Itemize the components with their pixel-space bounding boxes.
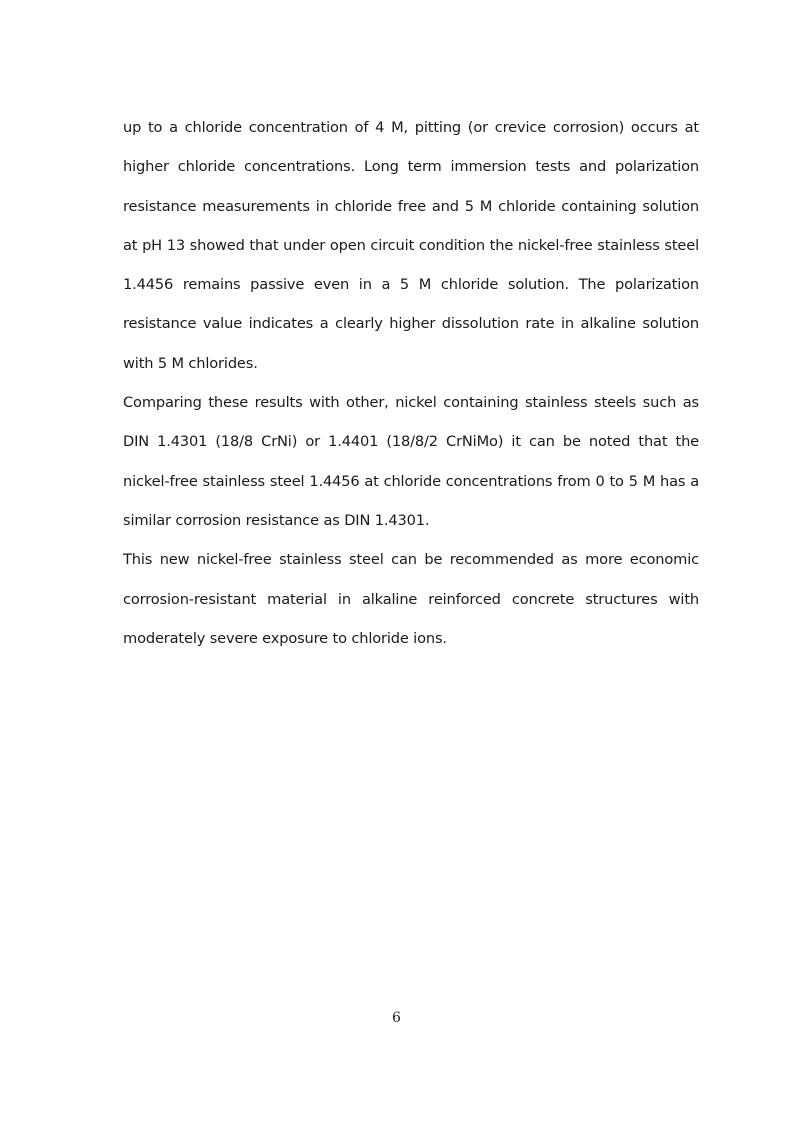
paragraph: Comparing these results with other, nickel containing stainless steels such as DIN 1.4301 (18/8 CrNi) or 1.4401 (18/8/2 CrNiMo) it can be noted that the nickel-free stainless steel 1.4456 at chloride concentrations from 0 to 5 M has a similar corrosion resistance as DIN 1.4301.	[123, 394, 699, 529]
page-number: 6	[392, 1010, 401, 1026]
body-text	[123, 108, 699, 658]
paragraph: This new nickel-free stainless steel can be recommended as more economic corrosion-resistant material in alkaline reinforced concrete structures with moderately severe exposure to chloride ions.	[123, 551, 699, 647]
paragraph: up to a chloride concentration of 4 M, pitting (or crevice corrosion) occurs at higher chloride concentrations. Long term immersion tests and polarization resistance measurements in chloride free and 5 M chloride containing solution at pH 13 showed that under open circuit condition the nickel-free stainless steel 1.4456 remains passive even in a 5 M chloride solution. The polarization resistance value indicates a clearly higher dissolution rate in alkaline solution with 5 M chlorides.	[123, 119, 699, 372]
